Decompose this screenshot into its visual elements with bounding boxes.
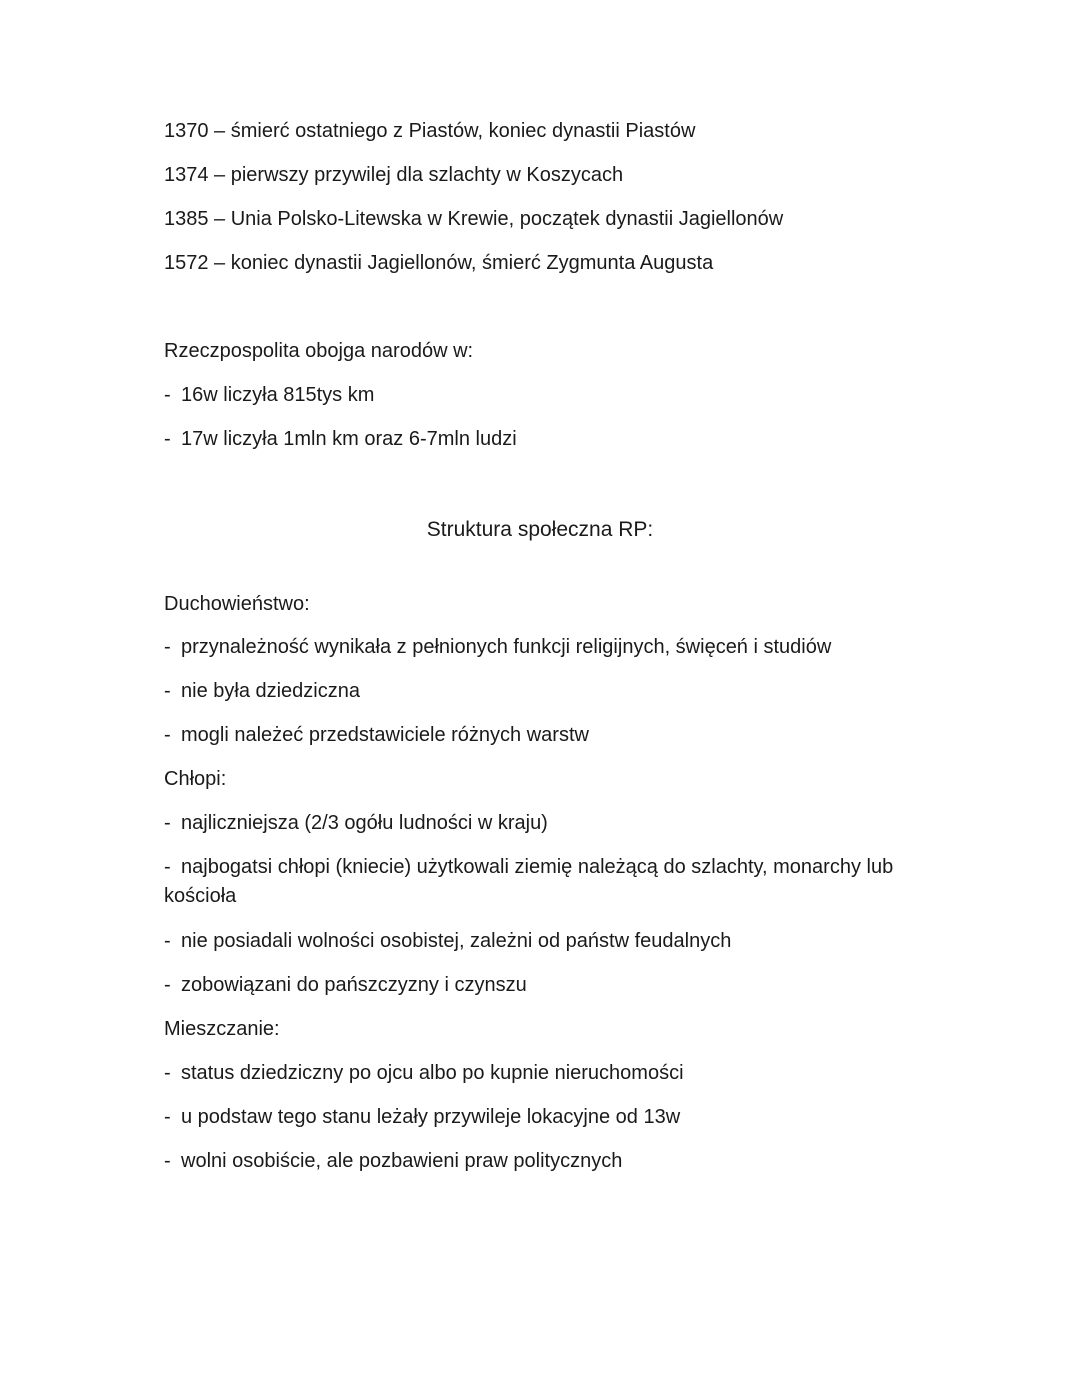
list-item [164,1059,684,1087]
rzeczpospolita-heading: Rzeczpospolita obojga narodów w: [164,340,474,362]
bullet-dash: - [164,1106,171,1128]
list-item-text: najliczniejsza (2/3 ogółu ludności w kraju) [181,812,548,834]
list-item [164,809,548,837]
bullet-dash: - [164,974,171,996]
list-item [164,927,731,955]
bullet-dash: - [164,930,171,952]
list-item-text: nie była dziedziczna [181,680,360,702]
list-item-text: wolni osobiście, ale pozbawieni praw politycznych [181,1150,623,1172]
list-item [164,1147,622,1175]
timeline-item: 1385 – Unia Polsko-Litewska w Krewie, początek dynastii Jagiellonów [164,208,784,230]
list-item [164,971,527,999]
list-item-text: 17w liczyła 1mln km oraz 6-7mln ludzi [181,428,517,450]
list-item [164,677,360,705]
section-title: Struktura społeczna RP: [426,518,654,541]
list-item [164,853,924,911]
chlopi-heading: Chłopi: [164,768,227,790]
timeline-item: 1572 – koniec dynastii Jagiellonów, śmierć Zygmunta Augusta [164,252,714,274]
bullet-dash: - [164,636,171,658]
list-item-text: u podstaw tego stanu leżały przywileje lokacyjne od 13w [181,1106,681,1128]
bullet-dash: - [164,428,171,450]
list-item [164,721,589,749]
bullet-dash: - [164,1062,171,1084]
list-item [164,633,831,661]
mieszczanie-heading: Mieszczanie: [164,1018,280,1040]
timeline-item: 1374 – pierwszy przywilej dla szlachty w Koszycach [164,164,624,186]
list-item-text: nie posiadali wolności osobistej, zależni od państw feudalnych [181,930,732,952]
list-item [164,425,517,453]
list-item-text: 16w liczyła 815tys km [181,384,375,406]
list-item-text: mogli należeć przedstawiciele różnych warstw [181,724,589,746]
bullet-dash: - [164,1150,171,1172]
list-item-text: przynależność wynikała z pełnionych funkcji religijnych, święceń i studiów [181,636,832,658]
bullet-dash: - [164,724,171,746]
bullet-dash: - [164,680,171,702]
duchowienstwo-heading: Duchowieństwo: [164,593,310,615]
bullet-dash: - [164,812,171,834]
bullet-dash: - [164,384,171,406]
timeline-item: 1370 – śmierć ostatniego z Piastów, koniec dynastii Piastów [164,120,696,142]
list-item-text: status dziedziczny po ojcu albo po kupnie nieruchomości [181,1062,684,1084]
list-item [164,1103,680,1131]
list-item-text: zobowiązani do pańszczyzny i czynszu [181,974,527,996]
list-item [164,381,374,409]
bullet-dash: - [164,856,171,878]
list-item-text: najbogatsi chłopi (kniecie) użytkowali ziemię należącą do szlachty, monarchy lub kościoła [164,856,894,907]
